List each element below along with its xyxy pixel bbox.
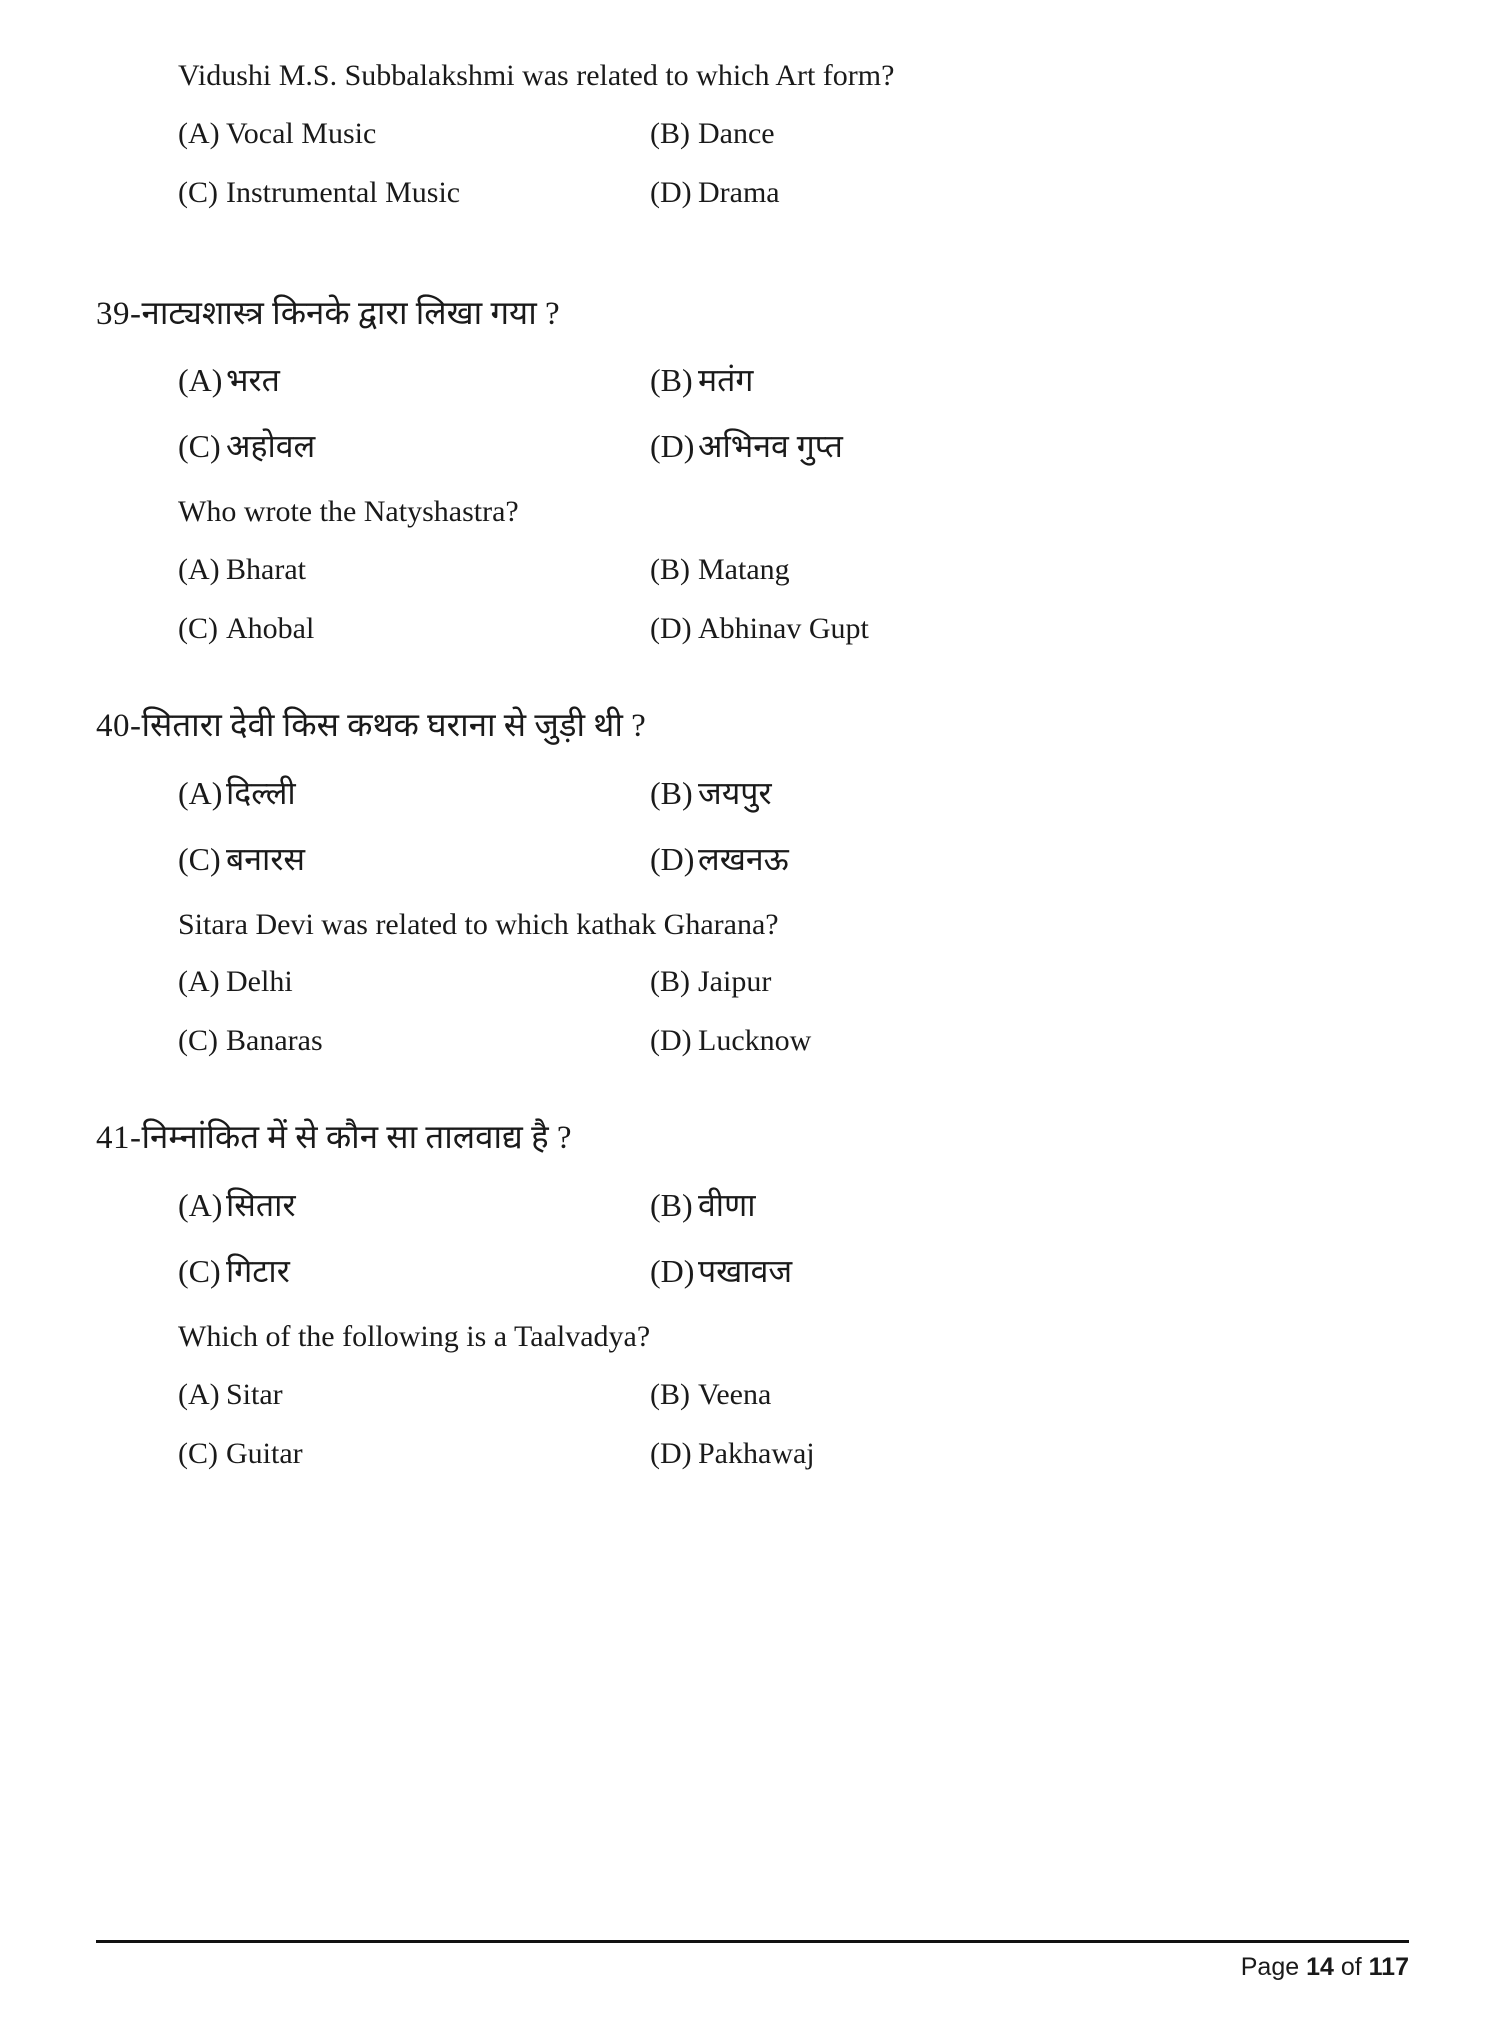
option-text: Ahobal	[226, 611, 315, 645]
option-label: (C)	[178, 1024, 218, 1058]
option-text: वीणा	[698, 1187, 756, 1224]
option-label: (B)	[650, 1377, 690, 1411]
question-block	[96, 56, 1409, 221]
option-text: जयपुर	[698, 774, 772, 811]
question-stem-english: Vidushi M.S. Subbalakshmi was related to which Art form?	[178, 59, 895, 92]
option-text: गिटार	[226, 1253, 290, 1290]
option-d[interactable]	[650, 1239, 1409, 1303]
option-c[interactable]	[178, 827, 650, 891]
spacer	[96, 891, 1409, 905]
spacer	[96, 657, 1409, 703]
options-grid-hindi	[96, 348, 1409, 478]
question-stem-english: Sitara Devi was related to which kathak Gharana?	[178, 907, 779, 941]
question-stem-hindi	[96, 1115, 1409, 1163]
option-d[interactable]	[650, 827, 1409, 891]
footer-separator: of	[1340, 1953, 1362, 1981]
option-label: (B)	[650, 1187, 693, 1224]
option-text: Drama	[698, 175, 780, 209]
option-label: (B)	[650, 774, 693, 811]
options-grid-english	[96, 953, 1409, 1069]
question-number: 41-	[96, 1120, 142, 1157]
option-text: Pakhawaj	[698, 1436, 815, 1470]
option-text: Lucknow	[698, 1024, 812, 1058]
option-text: Veena	[698, 1377, 772, 1411]
option-label: (A)	[178, 965, 220, 999]
question-stem-hindi-text: नाट्यशास्त्र किनके द्वारा लिखा गया ?	[141, 295, 560, 332]
option-b[interactable]	[650, 1173, 1409, 1237]
option-text: Guitar	[226, 1436, 303, 1470]
options-grid-hindi	[96, 761, 1409, 891]
option-text: Banaras	[226, 1024, 323, 1058]
option-d[interactable]	[650, 1425, 1409, 1482]
option-label: (C)	[178, 1253, 221, 1290]
option-a[interactable]	[178, 105, 650, 162]
option-text: दिल्ली	[226, 774, 296, 811]
option-a[interactable]	[178, 953, 650, 1010]
option-b[interactable]	[650, 105, 1409, 162]
option-d[interactable]	[650, 1012, 1409, 1069]
option-label: (D)	[650, 1436, 692, 1470]
option-text: लखनऊ	[698, 840, 789, 877]
option-label: (A)	[178, 1377, 220, 1411]
option-label: (A)	[178, 362, 223, 399]
option-text: Bharat	[226, 552, 306, 586]
option-label: (B)	[650, 116, 690, 150]
footer-page-number: 14	[1306, 1953, 1334, 1981]
page-footer	[96, 1940, 1409, 1982]
option-a[interactable]	[178, 1173, 650, 1237]
option-b[interactable]	[650, 761, 1409, 825]
option-b[interactable]	[650, 1366, 1409, 1423]
question-stem-hindi-text: सितारा देवी किस कथक घराना से जुड़ी थी ?	[141, 707, 646, 744]
option-text: अहोवल	[226, 428, 316, 465]
option-label: (D)	[650, 175, 692, 209]
footer-total-pages: 117	[1368, 1953, 1409, 1981]
option-label: (C)	[178, 428, 221, 465]
option-label: (A)	[178, 116, 220, 150]
option-label: (B)	[650, 552, 690, 586]
option-c[interactable]	[178, 1239, 650, 1303]
question-stem-hindi	[96, 291, 1409, 339]
question-number: 40-	[96, 707, 142, 744]
option-label: (D)	[650, 1024, 692, 1058]
option-label: (C)	[178, 840, 221, 877]
option-text: Abhinav Gupt	[698, 611, 869, 645]
option-c[interactable]	[178, 1012, 650, 1069]
page-number-label	[96, 1943, 1409, 1982]
option-label: (A)	[178, 774, 223, 811]
option-text: Sitar	[226, 1377, 283, 1411]
options-grid-english	[96, 1366, 1409, 1482]
question-block	[96, 703, 1409, 1069]
option-label: (D)	[650, 840, 695, 877]
option-a[interactable]	[178, 348, 650, 412]
spacer	[96, 478, 1409, 492]
spacer	[96, 1303, 1409, 1317]
option-text: Instrumental Music	[226, 175, 461, 209]
option-label: (C)	[178, 1436, 218, 1470]
option-c[interactable]	[178, 600, 650, 657]
option-a[interactable]	[178, 1366, 650, 1423]
option-c[interactable]	[178, 414, 650, 478]
option-label: (D)	[650, 1253, 695, 1290]
question-stem-english: Who wrote the Natyshastra?	[178, 495, 519, 529]
option-d[interactable]	[650, 414, 1409, 478]
option-a[interactable]	[178, 541, 650, 598]
option-text: सितार	[226, 1187, 296, 1224]
option-c[interactable]	[178, 164, 650, 221]
footer-prefix: Page	[1240, 1953, 1300, 1981]
spacer	[96, 221, 1409, 291]
option-text: बनारस	[226, 840, 306, 877]
option-text: भरत	[226, 362, 280, 399]
option-text: Matang	[698, 552, 790, 586]
spacer	[96, 1069, 1409, 1115]
option-text: Jaipur	[698, 965, 772, 999]
option-text: Vocal Music	[226, 116, 377, 150]
option-b[interactable]	[650, 953, 1409, 1010]
option-label: (B)	[650, 965, 690, 999]
option-b[interactable]	[650, 348, 1409, 412]
option-label: (D)	[650, 428, 695, 465]
option-label: (A)	[178, 1187, 223, 1224]
option-label: (D)	[650, 611, 692, 645]
option-d[interactable]	[650, 164, 1409, 221]
option-d[interactable]	[650, 600, 1409, 657]
option-text: पखावज	[698, 1253, 793, 1290]
option-label: (B)	[650, 362, 693, 399]
option-text: Dance	[698, 116, 775, 150]
question-stem-hindi	[96, 703, 1409, 751]
option-b[interactable]	[650, 541, 1409, 598]
question-number: 39-	[96, 295, 142, 332]
question-block	[96, 291, 1409, 657]
options-grid-hindi	[96, 1173, 1409, 1303]
options-grid-english	[96, 105, 1409, 221]
option-c[interactable]	[178, 1425, 650, 1482]
options-grid-english	[96, 541, 1409, 657]
question-stem-hindi-text: निम्नांकित में से कौन सा तालवाद्य है ?	[141, 1120, 572, 1157]
question-stem-english: Which of the following is a Taalvadya?	[178, 1320, 651, 1354]
option-text: अभिनव गुप्त	[698, 428, 843, 465]
option-label: (C)	[178, 175, 218, 209]
option-label: (C)	[178, 611, 218, 645]
question-block	[96, 1115, 1409, 1481]
option-a[interactable]	[178, 761, 650, 825]
option-text: मतंग	[698, 362, 754, 399]
option-label: (A)	[178, 552, 220, 586]
option-text: Delhi	[226, 965, 293, 999]
